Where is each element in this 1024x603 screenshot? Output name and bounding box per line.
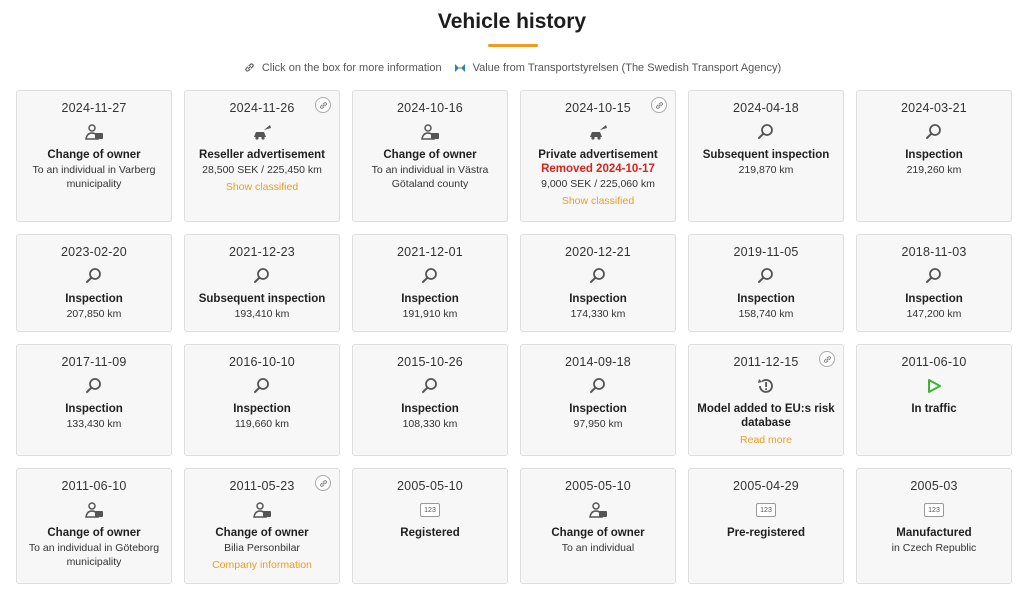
card-detail: To an individual in Varberg municipality	[32, 164, 156, 190]
card-date: 2014-09-18	[565, 355, 631, 369]
card-label: Change of owner	[47, 527, 141, 539]
history-card[interactable]	[184, 468, 340, 584]
inspection-icon	[521, 266, 675, 286]
card-date: 2024-11-26	[229, 101, 295, 115]
history-card[interactable]	[16, 234, 172, 332]
card-label: Registered	[400, 527, 460, 539]
history-card[interactable]	[688, 234, 844, 332]
history-card[interactable]	[16, 90, 172, 222]
history-card[interactable]	[520, 468, 676, 584]
card-detail: 219,260 km	[906, 164, 962, 176]
inspection-icon	[689, 266, 843, 286]
history-card[interactable]	[520, 344, 676, 456]
card-detail: To an individual in Göteborg municipality	[28, 542, 160, 568]
card-detail: 28,500 SEK / 225,450 km	[202, 164, 322, 176]
card-date: 2011-05-23	[229, 479, 295, 493]
card-date: 2023-02-20	[61, 245, 127, 259]
registration-plate-icon	[353, 500, 507, 520]
history-card[interactable]	[352, 234, 508, 332]
inspection-icon	[521, 376, 675, 396]
history-card[interactable]	[184, 344, 340, 456]
advertisement-icon	[521, 122, 675, 142]
card-detail: 193,410 km	[234, 308, 290, 320]
card-detail: Bilia Personbilar	[224, 542, 300, 554]
card-date: 2019-11-05	[733, 245, 799, 259]
legend-click-text: Click on the box for more information	[261, 61, 442, 74]
card-label: Subsequent inspection	[198, 293, 326, 305]
card-detail: To an individual	[561, 542, 635, 554]
card-detail: 207,850 km	[66, 308, 122, 320]
card-detail: To an individual in Västra Götaland county	[371, 164, 489, 190]
link-badge-icon[interactable]	[819, 351, 835, 367]
card-link[interactable]: Show classified	[225, 181, 299, 193]
title-underline	[488, 44, 538, 47]
card-date: 2024-04-18	[733, 101, 799, 115]
card-detail: 119,660 km	[234, 418, 290, 430]
card-label: Inspection	[401, 403, 459, 415]
card-label: Inspection	[401, 293, 459, 305]
card-label: Change of owner	[551, 527, 645, 539]
history-card[interactable]	[856, 90, 1012, 222]
legend	[0, 61, 1024, 74]
history-card[interactable]	[16, 344, 172, 456]
history-card[interactable]	[352, 468, 508, 584]
inspection-icon	[353, 266, 507, 286]
header	[0, 0, 1024, 88]
history-card[interactable]	[688, 468, 844, 584]
card-label: Model added to EU:s risk database	[697, 403, 835, 429]
card-date: 2024-10-15	[565, 101, 631, 115]
link-badge-icon[interactable]	[651, 97, 667, 113]
removed-status: Removed 2024-10-17	[541, 163, 655, 175]
card-date: 2024-03-21	[901, 101, 967, 115]
card-date: 2005-05-10	[565, 479, 631, 493]
inspection-icon	[17, 376, 171, 396]
transport-agency-icon	[454, 61, 467, 74]
inspection-icon	[353, 376, 507, 396]
card-label: Manufactured	[896, 527, 972, 539]
history-card[interactable]	[856, 344, 1012, 456]
card-detail: 158,740 km	[738, 308, 794, 320]
card-date: 2024-11-27	[61, 101, 127, 115]
card-label: Change of owner	[215, 527, 309, 539]
card-detail: 97,950 km	[573, 418, 623, 430]
card-label: Private advertisement	[538, 149, 658, 161]
card-label: Pre-registered	[727, 527, 805, 539]
card-date: 2017-11-09	[61, 355, 127, 369]
inspection-icon	[17, 266, 171, 286]
card-date: 2021-12-01	[397, 245, 463, 259]
card-detail: 108,330 km	[402, 418, 458, 430]
owner-change-icon	[185, 500, 339, 520]
card-date: 2005-04-29	[733, 479, 799, 493]
card-date: 2011-06-10	[901, 355, 967, 369]
card-date: 2011-12-15	[733, 355, 799, 369]
card-date: 2021-12-23	[229, 245, 295, 259]
inspection-icon	[185, 376, 339, 396]
card-label: Subsequent inspection	[702, 149, 830, 161]
inspection-icon	[689, 122, 843, 142]
card-detail: 147,200 km	[906, 308, 962, 320]
history-card[interactable]	[16, 468, 172, 584]
card-label: In traffic	[911, 403, 957, 415]
history-card[interactable]	[352, 90, 508, 222]
card-detail: 9,000 SEK / 225,060 km	[541, 178, 655, 190]
inspection-icon	[185, 266, 339, 286]
card-label: Inspection	[737, 293, 795, 305]
history-card[interactable]	[856, 468, 1012, 584]
plate-text: 123	[756, 503, 776, 517]
inspection-icon	[857, 122, 1011, 142]
history-card[interactable]	[688, 344, 844, 456]
history-card[interactable]	[520, 90, 676, 222]
card-label: Change of owner	[47, 149, 141, 161]
card-link[interactable]: Read more	[740, 434, 792, 446]
card-label: Inspection	[569, 293, 627, 305]
card-date: 2005-03	[910, 479, 958, 493]
owner-change-icon	[17, 500, 171, 520]
plate-text: 123	[924, 503, 944, 517]
history-card[interactable]	[856, 234, 1012, 332]
inspection-icon	[857, 266, 1011, 286]
history-card[interactable]	[520, 234, 676, 332]
card-date: 2020-12-21	[565, 245, 631, 259]
plate-text: 123	[420, 503, 440, 517]
registration-plate-icon	[689, 500, 843, 520]
card-label: Inspection	[569, 403, 627, 415]
card-detail: 133,430 km	[66, 418, 122, 430]
card-label: Inspection	[905, 149, 963, 161]
in-traffic-icon	[857, 376, 1011, 396]
card-label: Inspection	[905, 293, 963, 305]
owner-change-icon	[17, 122, 171, 142]
card-label: Change of owner	[383, 149, 477, 161]
page-title: Vehicle history	[437, 10, 587, 33]
history-card[interactable]	[184, 90, 340, 222]
registration-plate-icon	[857, 500, 1011, 520]
card-link[interactable]: Company information	[212, 559, 312, 571]
card-label: Inspection	[65, 403, 123, 415]
link-badge-icon[interactable]	[315, 97, 331, 113]
card-detail: 191,910 km	[402, 308, 458, 320]
card-date: 2024-10-16	[397, 101, 463, 115]
card-label: Reseller advertisement	[199, 149, 325, 161]
owner-change-icon	[521, 500, 675, 520]
history-card[interactable]	[352, 344, 508, 456]
card-date: 2005-05-10	[397, 479, 463, 493]
card-date: 2016-10-10	[229, 355, 295, 369]
card-detail: 219,870 km	[738, 164, 794, 176]
card-detail: 174,330 km	[570, 308, 626, 320]
history-card[interactable]	[688, 90, 844, 222]
link-icon	[243, 61, 256, 74]
risk-database-icon	[689, 376, 843, 396]
advertisement-icon	[185, 122, 339, 142]
history-grid	[16, 90, 1016, 584]
history-card[interactable]	[184, 234, 340, 332]
card-detail: in Czech Republic	[891, 542, 977, 554]
card-date: 2018-11-03	[901, 245, 967, 259]
link-badge-icon[interactable]	[315, 475, 331, 491]
legend-source-text: Value from Transportstyrelsen (The Swedish Transport Agency)	[472, 61, 782, 74]
owner-change-icon	[353, 122, 507, 142]
card-date: 2015-10-26	[397, 355, 463, 369]
card-link[interactable]: Show classified	[561, 195, 635, 207]
card-date: 2011-06-10	[61, 479, 127, 493]
card-label: Inspection	[233, 403, 291, 415]
card-label: Inspection	[65, 293, 123, 305]
